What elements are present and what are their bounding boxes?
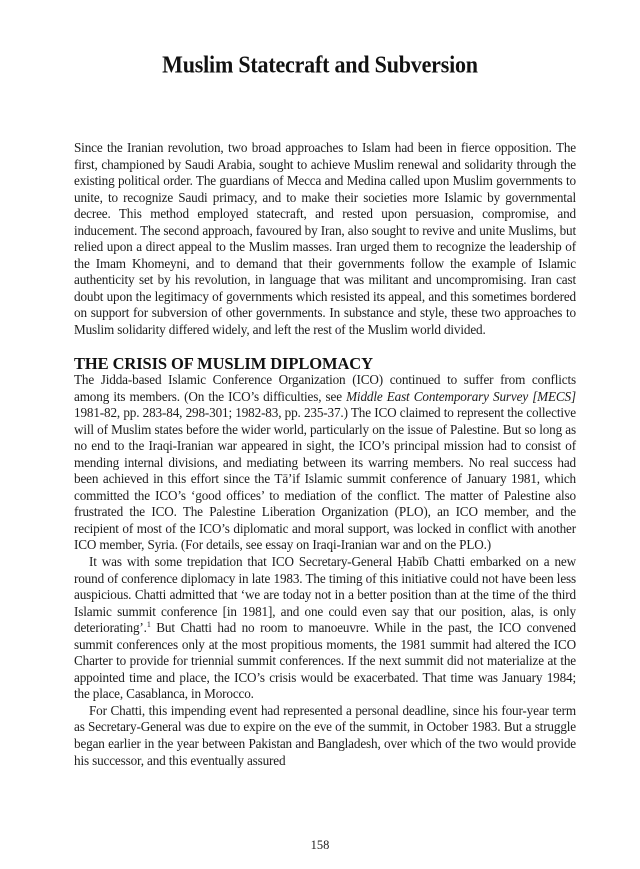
paragraph-text: But Chatti had no room to manoeuvre. While in the past, the ICO convened summit conferences only at the most propitious moments, the 1981 summit had altered the ICO Charter to provide for triennial summit conferences. If the next summit did not materialize at the appointed time and place, the ICO’s crisis would be exacerbated. That time was January 1984; the place, Casablanca, in Morocco.: [74, 620, 576, 702]
intro-paragraph: Since the Iranian revolution, two broad approaches to Islam had been in fierce opposition. The first, championed by Saudi Arabia, sought to achieve Muslim renewal and solidarity through the existing political order. The guardians of Mecca and Medina called upon Muslim governments to unite, to recognize Saudi primacy, and to make their societies more Islamic by governmental decree. This method employed statecraft, and rested upon persuasion, compromise, and inducement. The second approach, favoured by Iran, also sought to revive and unite Muslims, but relied upon a direct appeal to the Muslim masses. Iran urged them to recognize the leadership of the Imam Khomeyni, and to demand that their governments follow the example of Islamic authenticity set by his revolution, in language that was militant and uncompromising. Iran cast doubt upon the legitimacy of governments which resisted its appeal, and this sometimes bordered on support for subversion of other governments. In substance and style, these two approaches to Muslim solidarity differed widely, and left the rest of the Muslim world divided.: [74, 140, 576, 338]
citation-title: Middle East Contemporary Survey [MECS]: [346, 388, 576, 404]
paragraph-text: The Jidda-based Islamic Conference Organization (ICO) continued to suffer from conflicts among its members. (On the ICO’s difficulties, see: [74, 372, 576, 404]
chapter-title: Muslim Statecraft and Subversion: [162, 50, 478, 78]
section-heading: THE CRISIS OF MUSLIM DIPLOMACY: [74, 354, 373, 373]
paragraph-text: 1981-82, pp. 283-84, 298-301; 1982-83, pp. 235-37.) The ICO claimed to represent the collective will of Muslim states before the wider world, particularly on the issue of Palestine. But so long as no end to the Iraqi-Iranian war appeared in sight, the ICO’s principal mission had to consist of mending internal divisions, and mediating between its warring members. No real success had been achieved in this effort since the Tā’if Islamic summit conference of January 1981, which committed the ICO’s ‘good offices’ to mediation of the conflict. The matter of Palestine also frustrated the ICO. The Palestine Liberation Organization (PLO), an ICO member, and the recipient of most of the ICO’s diplomatic and moral support, was locked in conflict with another ICO member, Syria. (For details, see essay on Iraqi-Iranian war and on the PLO.): [74, 405, 576, 553]
page-number: 158: [310, 838, 330, 852]
section-paragraph-2: [74, 554, 576, 703]
section-paragraph-3: For Chatti, this impending event had represented a personal deadline, since his four-year term as Secretary-General was due to expire on the eve of the summit, in October 1983. But a struggle began earlier in the year between Pakistan and Bangladesh, over which of the two would provide his successor, and this eventually assured: [74, 702, 576, 768]
section-paragraph-1: [74, 372, 576, 554]
section-body: [74, 372, 576, 769]
paragraph-text: It was with some trepidation that ICO Secretary-General Ḥabīb Chatti embarked on a new round of conference diplomacy in late 1983. The timing of this initiative could not have been less auspicious. Chatti admitted that ‘we are today not in a better position than at the time of the third Islamic summit conference [in 1981], and one could even say that our position, alas, is only deteriorating’.: [74, 554, 576, 636]
footnote-reference[interactable]: 1: [146, 620, 151, 630]
intro-section: [74, 140, 576, 339]
